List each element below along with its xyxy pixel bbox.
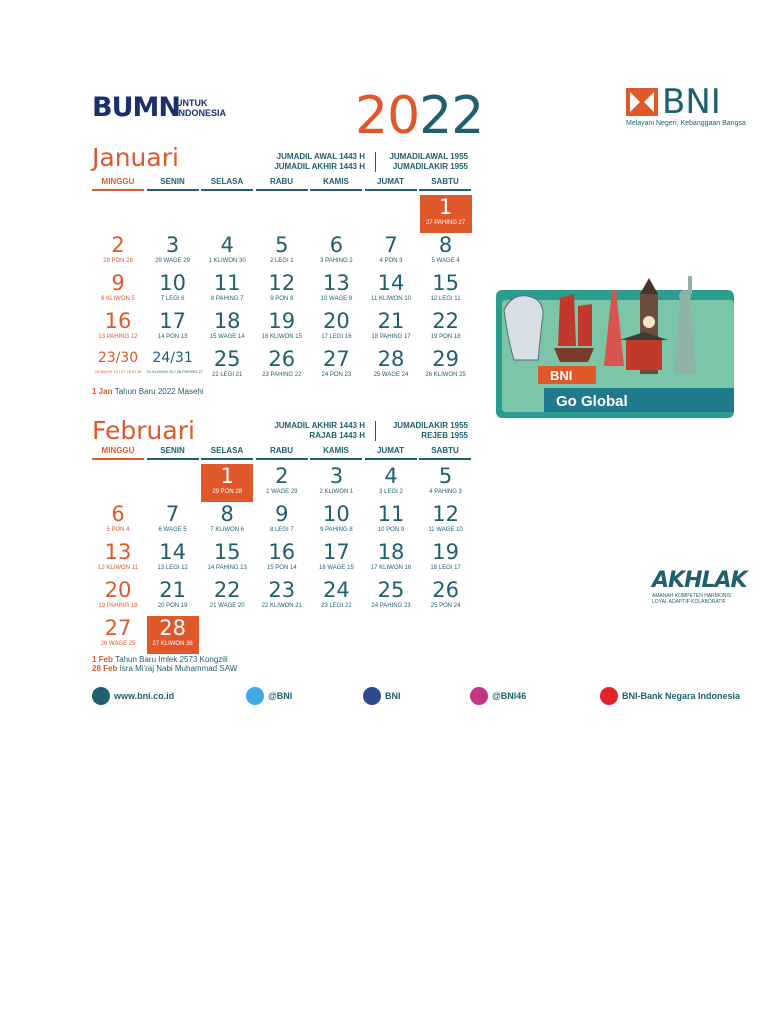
calendar-day <box>92 233 144 271</box>
akhlak-subtitle: AMANAH KOMPETEN HARMONIS LOYAL ADAPTIF KOLABORATIF <box>652 593 732 605</box>
holiday-note <box>92 655 237 664</box>
akhlak-logo <box>652 568 747 605</box>
calendar-day <box>256 347 308 385</box>
weekday-header: RABU <box>256 177 308 191</box>
day-number: 15 <box>432 271 459 295</box>
calendar-day <box>365 233 417 271</box>
day-pasaran: 6 WAGE 5 <box>158 527 187 533</box>
day-pasaran: 1 KLIWON 30 <box>208 258 246 264</box>
day-number: 24 <box>323 578 350 602</box>
bumn-sub-untuk: UNTUK <box>176 98 208 108</box>
weekday-header: SELASA <box>201 446 253 460</box>
month-title-february: Februari <box>92 416 195 445</box>
day-pasaran: 26 KLIWON 25 <box>425 372 466 378</box>
february-notes <box>92 655 237 673</box>
day-number: 9 <box>275 502 289 526</box>
day-number: 21 <box>377 309 405 333</box>
day-number: 27 <box>323 347 350 371</box>
social-link[interactable] <box>470 686 526 706</box>
day-pasaran: 18 LEGI 17 <box>430 565 461 571</box>
calendar-day <box>147 309 199 347</box>
day-number: 12 <box>268 271 296 295</box>
february-javanese <box>380 421 468 441</box>
day-number: 16 <box>268 540 296 564</box>
day-pasaran: 8 PAHING 7 <box>210 296 244 302</box>
day-number: 1 <box>220 464 234 488</box>
calendar-day <box>256 233 308 271</box>
day-number: 11 <box>377 502 405 526</box>
day-number: 5 <box>275 233 289 257</box>
day-pasaran: 25 WAGE 24 <box>373 372 409 378</box>
day-pasaran: 2 LEGI 1 <box>269 258 294 264</box>
weekday-header: MINGGU <box>92 446 144 460</box>
calendar-day <box>420 578 472 616</box>
calendar-day <box>147 578 199 616</box>
calendar-day <box>310 271 362 309</box>
calendar-day <box>365 540 417 578</box>
calendar-day <box>310 233 362 271</box>
year-part-b: 22 <box>419 86 484 146</box>
day-number: 1 <box>438 195 453 219</box>
day-number: 20 <box>323 309 350 333</box>
day-pasaran: 3 PAHING 2 <box>320 258 353 264</box>
day-pasaran: 21 KLIWON 20 / 28 PAHING 27 <box>146 369 203 374</box>
day-number: 12 <box>432 502 459 526</box>
day-pasaran: 19 PAHING 18 <box>98 603 138 609</box>
day-pasaran: 10 PON 9 <box>377 527 405 533</box>
holiday-note <box>92 387 204 396</box>
social-link[interactable] <box>92 686 174 706</box>
calendar-day <box>201 271 253 309</box>
day-pasaran: 12 KLIWON 11 <box>98 565 138 571</box>
day-number: 19 <box>432 540 459 564</box>
day-pasaran: 14 PON 13 <box>157 334 188 340</box>
day-number: 17 <box>323 540 350 564</box>
day-pasaran: 10 WAGE 9 <box>320 296 353 302</box>
day-number: 4 <box>384 464 398 488</box>
calendar-day <box>420 347 472 385</box>
calendar-day <box>256 464 308 502</box>
day-pasaran: 24 PAHING 23 <box>371 603 411 609</box>
day-pasaran: 29 WAGE 29 <box>155 258 190 264</box>
day-pasaran: 17 LEGI 16 <box>321 334 352 340</box>
january-notes <box>92 387 204 396</box>
day-number: 8 <box>220 502 234 526</box>
february-weekday-header <box>92 446 471 460</box>
day-pasaran: 17 KLIWON 16 <box>370 565 412 571</box>
calendar-day <box>420 540 472 578</box>
calendar-day <box>201 309 253 347</box>
bni-logo-text: BNI <box>662 82 721 122</box>
calendar-day <box>365 578 417 616</box>
calendar-day <box>201 464 253 502</box>
day-number: 7 <box>384 233 398 257</box>
calendar-day <box>146 347 203 385</box>
calendar-day <box>92 540 144 578</box>
calendar-day <box>365 309 417 347</box>
calendar-day <box>365 271 417 309</box>
day-number: 24/31 <box>152 350 193 366</box>
calendar-day <box>201 578 253 616</box>
holiday-date: 1 Jan <box>92 387 115 396</box>
day-number: 10 <box>323 502 350 526</box>
calendar-day <box>147 502 199 540</box>
ad-slogan: Go Global <box>556 393 628 410</box>
day-number: 13 <box>104 540 132 564</box>
day-pasaran: 7 KLIWON 6 <box>210 527 245 533</box>
calendar-day <box>420 502 472 540</box>
day-pasaran: 3 LEGI 2 <box>379 489 403 495</box>
calendar-day <box>310 578 362 616</box>
calendar-year <box>355 86 483 146</box>
calendar-day <box>420 233 472 271</box>
social-link[interactable] <box>246 686 292 706</box>
day-pasaran: 4 PON 3 <box>379 258 403 264</box>
day-pasaran: 16 KLIWON 15 <box>261 334 302 340</box>
landmarks-illustration <box>494 270 734 420</box>
day-pasaran: 7 LEGI 6 <box>160 296 185 302</box>
day-number: 5 <box>438 464 453 488</box>
day-pasaran: 1 WAGE 29 <box>266 489 298 495</box>
holiday-note <box>92 664 237 673</box>
february-javanese-line: REJEB 1955 <box>421 431 468 440</box>
january-grid <box>92 195 472 385</box>
calendar-day <box>310 309 362 347</box>
day-number: 7 <box>165 502 180 526</box>
day-number: 9 <box>111 271 125 295</box>
february-hijri <box>250 421 365 441</box>
day-number: 23 <box>268 578 296 602</box>
calendar-day <box>310 347 362 385</box>
weekday-header: KAMIS <box>310 177 362 191</box>
day-number: 27 <box>104 616 132 640</box>
social-label: @BNI <box>268 691 293 701</box>
calendar-day <box>365 464 417 502</box>
day-number: 17 <box>159 309 186 333</box>
facebook-icon <box>363 687 381 705</box>
day-pasaran: 11 KLIWON 10 <box>371 296 411 302</box>
weekday-header: JUMAT <box>365 446 417 460</box>
weekday-header: JUMAT <box>365 177 417 191</box>
calendar-day <box>365 347 417 385</box>
day-number: 26 <box>432 578 459 602</box>
january-hijri <box>250 152 365 172</box>
calendar-day <box>310 464 362 502</box>
weekday-header: RABU <box>256 446 308 460</box>
day-pasaran: 19 PON 18 <box>430 334 461 340</box>
social-link[interactable] <box>600 686 740 706</box>
day-number: 6 <box>329 233 344 257</box>
day-number: 26 <box>268 347 296 371</box>
social-label: @BNI46 <box>492 691 527 701</box>
day-pasaran: 15 WAGE 14 <box>209 334 245 340</box>
day-pasaran: 28 PON 28 <box>103 258 133 264</box>
january-weekday-header <box>92 177 471 191</box>
day-pasaran: 8 LEGI 7 <box>269 527 294 533</box>
january-javanese-line: JUMADILAWAL 1955 <box>389 152 468 161</box>
calendar-day <box>365 502 417 540</box>
day-pasaran: 20 WAGE 19 / 27 LEGI 26 <box>94 369 142 374</box>
calendar-day <box>201 233 253 271</box>
social-link[interactable] <box>363 686 401 706</box>
bumn-logo <box>92 92 232 122</box>
year-part-a: 20 <box>355 86 420 146</box>
weekday-header: SELASA <box>201 177 253 191</box>
january-hijri-line: JUMADIL AKHIR 1443 H <box>274 162 365 171</box>
day-number: 2 <box>111 233 125 257</box>
day-pasaran: 13 LEGI 12 <box>157 565 188 571</box>
calendar-day <box>256 309 308 347</box>
day-pasaran: 6 KLIWON 5 <box>101 296 135 302</box>
day-pasaran: 27 KLIWON 26 <box>152 641 193 647</box>
day-pasaran: 11 WAGE 10 <box>428 527 463 533</box>
day-number: 20 <box>104 578 132 602</box>
holiday-name: Isra Mi'raj Nabi Muhammad SAW <box>119 664 238 673</box>
day-number: 14 <box>159 540 186 564</box>
calendar-day <box>147 233 199 271</box>
calendar-day <box>92 616 144 654</box>
day-pasaran: 27 PAHING 27 <box>425 220 466 226</box>
day-number: 18 <box>377 540 405 564</box>
day-pasaran: 5 WAGE 4 <box>431 258 460 264</box>
day-pasaran: 9 PON 8 <box>270 296 294 302</box>
calendar-day <box>420 195 472 233</box>
day-number: 22 <box>432 309 459 333</box>
weekday-header: SENIN <box>147 177 199 191</box>
february-grid <box>92 464 472 654</box>
day-pasaran: 24 PON 23 <box>321 372 352 378</box>
holiday-name: Tahun Baru 2022 Masehi <box>114 387 204 396</box>
calendar-day <box>92 309 144 347</box>
day-number: 19 <box>268 309 296 333</box>
day-number: 28 <box>159 616 186 640</box>
calendar-day <box>92 271 144 309</box>
bni-go-global-illustration <box>494 270 734 420</box>
month-title-january: Januari <box>92 143 179 172</box>
calendar-day <box>310 540 362 578</box>
day-pasaran: 4 PAHING 3 <box>429 489 462 495</box>
january-hijri-line: JUMADIL AWAL 1443 H <box>276 152 365 161</box>
february-hijri-line: RAJAB 1443 H <box>309 431 365 440</box>
day-number: 25 <box>213 347 241 371</box>
day-number: 13 <box>323 271 350 295</box>
calendar-day <box>256 540 308 578</box>
february-javanese-line: JUMADILAKIR 1955 <box>392 421 468 430</box>
day-pasaran: 23 LEGI 22 <box>321 603 352 609</box>
day-number: 21 <box>159 578 186 602</box>
calendar-day <box>420 309 472 347</box>
instagram-icon <box>470 687 488 705</box>
calendar-day <box>147 540 199 578</box>
day-number: 8 <box>438 233 453 257</box>
day-pasaran: 25 PON 24 <box>430 603 461 609</box>
calendar-day <box>256 271 308 309</box>
calendar-day <box>256 578 308 616</box>
bni-mark-icon <box>626 88 658 116</box>
day-number: 18 <box>213 309 241 333</box>
calendar-day <box>201 347 253 385</box>
bumn-sub-indonesia: INDONESIA <box>176 108 227 118</box>
calendar-day <box>310 502 362 540</box>
calendar-day <box>256 502 308 540</box>
calendar-day <box>92 578 144 616</box>
day-number: 25 <box>377 578 405 602</box>
day-number: 29 <box>432 347 459 371</box>
day-number: 23/30 <box>97 350 139 366</box>
day-number: 2 <box>275 464 289 488</box>
day-pasaran: 16 WAGE 15 <box>318 565 354 571</box>
globe-icon <box>92 687 110 705</box>
social-label: BNI-Bank Negara Indonesia <box>622 691 741 701</box>
calendar-day <box>420 271 472 309</box>
day-number: 15 <box>213 540 241 564</box>
twitter-icon <box>246 687 264 705</box>
february-hijri-line: JUMADIL AKHIR 1443 H <box>274 421 365 430</box>
holiday-date: 1 Feb <box>92 655 116 664</box>
day-pasaran: 12 LEGI 11 <box>430 296 461 302</box>
bni-tagline: Melayani Negeri, Kebanggaan Bangsa <box>626 120 746 127</box>
day-pasaran: 29 PON 28 <box>212 489 243 495</box>
day-pasaran: 18 PAHING 17 <box>371 334 411 340</box>
holiday-date: 28 Feb <box>92 664 120 673</box>
divider <box>375 421 376 441</box>
day-pasaran: 9 PAHING 8 <box>320 527 353 533</box>
weekday-header: SABTU <box>419 177 471 191</box>
day-number: 16 <box>104 309 132 333</box>
day-number: 11 <box>213 271 241 295</box>
calendar-day <box>201 540 253 578</box>
day-number: 22 <box>213 578 241 602</box>
youtube-icon <box>600 687 618 705</box>
calendar-day <box>147 271 199 309</box>
day-pasaran: 21 WAGE 20 <box>209 603 245 609</box>
weekday-header: SABTU <box>419 446 471 460</box>
day-pasaran: 22 LEGI 21 <box>212 372 243 378</box>
calendar-day <box>147 616 199 654</box>
social-label: www.bni.co.id <box>114 691 175 701</box>
day-number: 28 <box>377 347 405 371</box>
weekday-header: KAMIS <box>310 446 362 460</box>
calendar-day <box>92 347 144 385</box>
divider <box>375 152 376 172</box>
day-pasaran: 2 KLIWON 1 <box>319 489 354 495</box>
day-pasaran: 15 PON 14 <box>266 565 297 571</box>
calendar-day <box>201 502 253 540</box>
day-number: 3 <box>165 233 180 257</box>
day-number: 4 <box>220 233 234 257</box>
akhlak-title: AKHLAK <box>652 568 747 593</box>
january-javanese <box>380 152 468 172</box>
day-pasaran: 23 PAHING 22 <box>262 372 302 378</box>
bni-logo <box>624 82 768 136</box>
calendar-day <box>420 464 472 502</box>
day-number: 10 <box>159 271 186 295</box>
social-label: BNI <box>385 691 401 701</box>
day-pasaran: 22 KLIWON 21 <box>261 603 302 609</box>
holiday-name: Tahun Baru Imlek 2573 Kongzili <box>115 655 228 664</box>
calendar-day <box>92 502 144 540</box>
january-javanese-line: JUMADILAKIR 1955 <box>392 162 468 171</box>
day-number: 14 <box>377 271 405 295</box>
day-number: 6 <box>111 502 125 526</box>
day-pasaran: 20 PON 19 <box>157 603 188 609</box>
ad-brand: BNI <box>550 368 573 383</box>
bumn-logo-text: BUMN <box>92 92 180 123</box>
day-pasaran: 13 PAHING 12 <box>98 334 138 340</box>
weekday-header: SENIN <box>147 446 199 460</box>
day-pasaran: 26 WAGE 25 <box>100 641 136 647</box>
day-pasaran: 5 PON 4 <box>106 527 130 533</box>
day-pasaran: 14 PAHING 13 <box>207 565 247 571</box>
weekday-header: MINGGU <box>92 177 144 191</box>
day-number: 3 <box>329 464 344 488</box>
